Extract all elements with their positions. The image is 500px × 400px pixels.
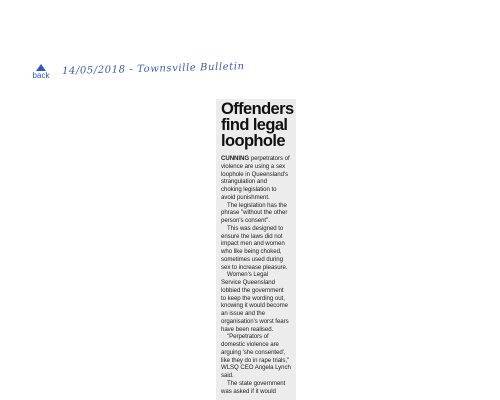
article-paragraph-text: perpetrators of violence are using a sex loophole in Queensland's strangulation and choking legislation to avoid punishment. (221, 155, 290, 201)
article-paragraph: The legislation has the phrase "without the other person's consent". (221, 201, 288, 224)
newspaper-clipping (216, 99, 296, 400)
article-paragraph: Women's Legal Service Queensland lobbied the government to keep the wording out, knowing it would become an issue and the organisation's worst fears have been realised. (221, 271, 289, 333)
handwritten-date-source-note: 14/05/2018 - Townsville Bulletin (61, 61, 245, 77)
up-arrow-icon (36, 64, 46, 71)
article-body (221, 155, 295, 395)
article-paragraph: This was designed to ensure the laws did not impact men and women who like being choked, sometimes used during sex to increase pleasure. (221, 224, 288, 271)
article-paragraph: The state government was asked if it would (221, 379, 286, 395)
article-lead-word: CUNNING (221, 155, 250, 162)
back-link-label: back (32, 71, 50, 80)
article-headline: Offenders find legal loophole (221, 100, 294, 150)
back-link[interactable] (31, 64, 51, 80)
article-paragraph (221, 155, 295, 202)
article-paragraph: "Perpetrators of domestic violence are arguing 'she consented', like they do in rape trials," WLSQ CEO Angela Lynch said. (221, 333, 291, 379)
